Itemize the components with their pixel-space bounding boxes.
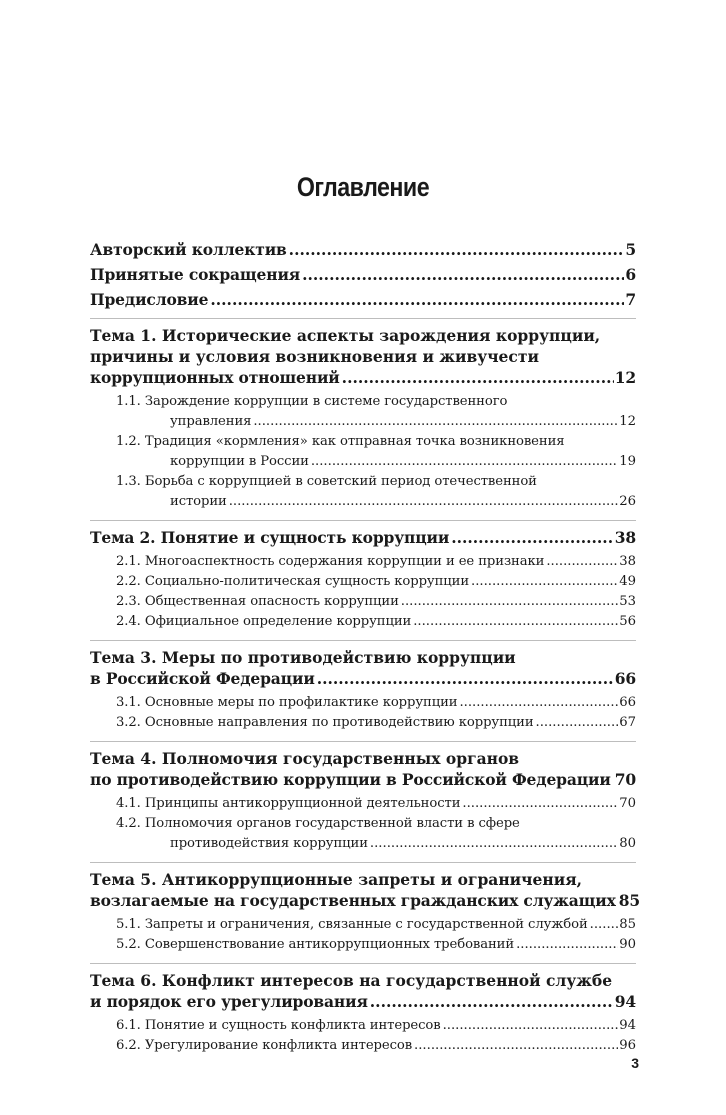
subtopic-page: 12: [619, 414, 636, 429]
front-entry-row: [90, 289, 636, 310]
subtopic-page: 19: [619, 454, 636, 469]
subtopic-row: [116, 713, 636, 733]
subtopic-row: [116, 794, 636, 814]
subtopic-page: 70: [619, 796, 636, 811]
topic-title: Тема 2. Понятие и сущность коррупции: [90, 528, 450, 547]
divider: [90, 963, 636, 964]
subtopic-title: истории: [170, 494, 227, 509]
subtopic-page: 94: [619, 1018, 636, 1033]
subtopic-row: [116, 1016, 636, 1036]
subtopic-page: 66: [619, 695, 636, 710]
subtopic-page: 56: [619, 614, 636, 629]
front-entry: [90, 289, 636, 310]
page-number: 3: [631, 1055, 639, 1071]
subtopic-title: 2.2. Социально-политическая сущность коррупции: [116, 574, 470, 589]
subtopic: [90, 794, 636, 814]
dot-leader: [414, 1036, 618, 1056]
subtopic: [90, 612, 636, 632]
subtopic-page: 85: [619, 917, 636, 932]
dot-leader: [613, 769, 614, 790]
dot-leader: [401, 592, 618, 612]
subtopic: [90, 814, 636, 854]
dot-leader: [311, 452, 618, 472]
dot-leader: [451, 527, 614, 548]
subtopic-row: [143, 834, 636, 854]
subtopic-page: 96: [619, 1038, 636, 1053]
topic-row: [90, 890, 641, 911]
subtopic-row: [116, 693, 636, 713]
topic-title-line: Тема 3. Меры по противодействию коррупции: [90, 648, 516, 667]
dot-leader: [370, 991, 614, 1012]
topic-page: 38: [614, 528, 636, 547]
dot-leader: [370, 834, 618, 854]
topic-row: [90, 991, 636, 1012]
topic-page: 94: [614, 992, 636, 1011]
subtopic: [90, 592, 636, 612]
dot-leader: [443, 1016, 619, 1036]
subtopic: [90, 572, 636, 592]
subtopic-title: противодействия коррупции: [170, 836, 368, 851]
subtopic-title: управления: [170, 414, 252, 429]
front-entry-title: Принятые сокращения: [90, 265, 301, 284]
subtopic: [90, 392, 636, 432]
topic: [90, 527, 636, 548]
subtopic-row: [143, 492, 636, 512]
subtopic: [90, 472, 636, 512]
subtopic: [90, 1016, 636, 1036]
topic: [90, 647, 636, 689]
dot-leader: [536, 713, 619, 733]
dot-leader: [317, 668, 614, 689]
front-entry-title: Предисловие: [90, 290, 209, 309]
subtopic-title: 3.2. Основные направления по противодействию коррупции: [116, 715, 534, 730]
divider: [90, 640, 636, 641]
subtopic-page: 90: [619, 937, 636, 952]
subtopic-row: [116, 592, 636, 612]
dot-leader: [590, 915, 619, 935]
subtopic-row: [116, 612, 636, 632]
topic-page: 12: [614, 368, 636, 387]
topic-section: [90, 647, 636, 733]
front-entry-title: Авторский коллектив: [90, 240, 287, 259]
dot-leader: [289, 239, 625, 260]
subtopic-title-line: 4.2. Полномочия органов государственной власти в сфере: [116, 816, 520, 831]
subtopic-page: 67: [619, 715, 636, 730]
topic-section: [90, 527, 636, 632]
topic-title: возлагаемые на государственных гражданских служащих: [90, 891, 616, 910]
subtopic-row: [116, 552, 636, 572]
front-matter: [90, 239, 636, 310]
dot-leader: [459, 693, 618, 713]
topic: [90, 748, 636, 790]
subtopic-title: 6.1. Понятие и сущность конфликта интересов: [116, 1018, 441, 1033]
subtopic: [90, 693, 636, 713]
page-title: Оглавление: [296, 172, 430, 202]
topic: [90, 325, 636, 388]
subtopic: [90, 915, 636, 935]
subtopic: [90, 552, 636, 572]
topic-title: по противодействию коррупции в Российской Федерации: [90, 770, 611, 789]
topic-row: [90, 769, 636, 790]
topic-title: и порядок его урегулирования: [90, 992, 368, 1011]
dot-leader: [229, 492, 618, 512]
topic-page: 66: [614, 669, 636, 688]
topic-section: [90, 970, 636, 1056]
topic-title-line: Тема 6. Конфликт интересов на государственной службе: [90, 971, 613, 990]
topic: [90, 970, 636, 1012]
topic: [90, 869, 641, 911]
divider: [90, 520, 636, 521]
subtopic: [90, 935, 636, 955]
topic-page: 70: [614, 770, 636, 789]
topic-section: [90, 325, 636, 512]
subtopic: [90, 432, 636, 472]
front-entry: [90, 264, 636, 285]
subtopic-row: [116, 915, 636, 935]
topic-title: коррупционных отношений: [90, 368, 340, 387]
subtopic-title: 6.2. Урегулирование конфликта интересов: [116, 1038, 413, 1053]
front-entry-page: 7: [625, 290, 636, 309]
dot-leader: [413, 612, 618, 632]
divider: [90, 862, 636, 863]
table-of-contents: [90, 239, 641, 1056]
subtopic-page: 53: [619, 594, 636, 609]
front-entry: [90, 239, 636, 260]
subtopic-row: [116, 935, 636, 955]
dot-leader: [546, 552, 618, 572]
divider: [90, 741, 636, 742]
topic-title-line: причины и условия возникновения и живучести: [90, 347, 539, 366]
subtopic-title-line: 1.1. Зарождение коррупции в системе государственного: [116, 394, 508, 409]
subtopic-row: [116, 1036, 636, 1056]
front-entry-row: [90, 239, 636, 260]
subtopic-title-line: 1.2. Традиция «кормления» как отправная точка возникновения: [116, 434, 565, 449]
topic-title-line: Тема 1. Исторические аспекты зарождения коррупции,: [90, 326, 601, 345]
subtopic-title-line: 1.3. Борьба с коррупцией в советский период отечественной: [116, 474, 537, 489]
subtopic-page: 38: [619, 554, 636, 569]
topic-page: 85: [618, 891, 641, 910]
subtopic-title: 2.4. Официальное определение коррупции: [116, 614, 412, 629]
topic-row: [90, 367, 636, 388]
subtopic-title: 4.1. Принципы антикоррупционной деятельности: [116, 796, 461, 811]
dot-leader: [210, 289, 624, 310]
subtopic-title: 3.1. Основные меры по профилактике коррупции: [116, 695, 458, 710]
dot-leader: [471, 572, 618, 592]
topic-title-line: Тема 4. Полномочия государственных органов: [90, 749, 520, 768]
subtopic-title: 5.2. Совершенствование антикоррупционных требований: [116, 937, 515, 952]
subtopic-title: 2.1. Многоаспектность содержания коррупции и ее признаки: [116, 554, 545, 569]
front-entry-page: 6: [625, 265, 636, 284]
subtopic-page: 80: [619, 836, 636, 851]
topic-row: [90, 527, 636, 548]
dot-leader: [342, 367, 614, 388]
topic-title-line: Тема 5. Антикоррупционные запреты и ограничения,: [90, 870, 583, 889]
topic-section: [90, 748, 636, 854]
subtopic-row: [143, 452, 636, 472]
subtopic-page: 26: [619, 494, 636, 509]
subtopic-title: коррупции в России: [170, 454, 309, 469]
subtopic-title: 2.3. Общественная опасность коррупции: [116, 594, 399, 609]
subtopic-row: [143, 412, 636, 432]
subtopic-page: 49: [619, 574, 636, 589]
topic-section: [90, 869, 641, 955]
dot-leader: [302, 264, 624, 285]
subtopic: [90, 1036, 636, 1056]
dot-leader: [462, 794, 618, 814]
topic-row: [90, 668, 636, 689]
dot-leader: [516, 935, 618, 955]
dot-leader: [253, 412, 618, 432]
topic-title: в Российской Федерации: [90, 669, 315, 688]
front-entry-page: 5: [625, 240, 636, 259]
subtopic: [90, 713, 636, 733]
front-entry-row: [90, 264, 636, 285]
subtopic-title: 5.1. Запреты и ограничения, связанные с государственной службой: [116, 917, 588, 932]
subtopic-row: [116, 572, 636, 592]
divider: [90, 318, 636, 319]
